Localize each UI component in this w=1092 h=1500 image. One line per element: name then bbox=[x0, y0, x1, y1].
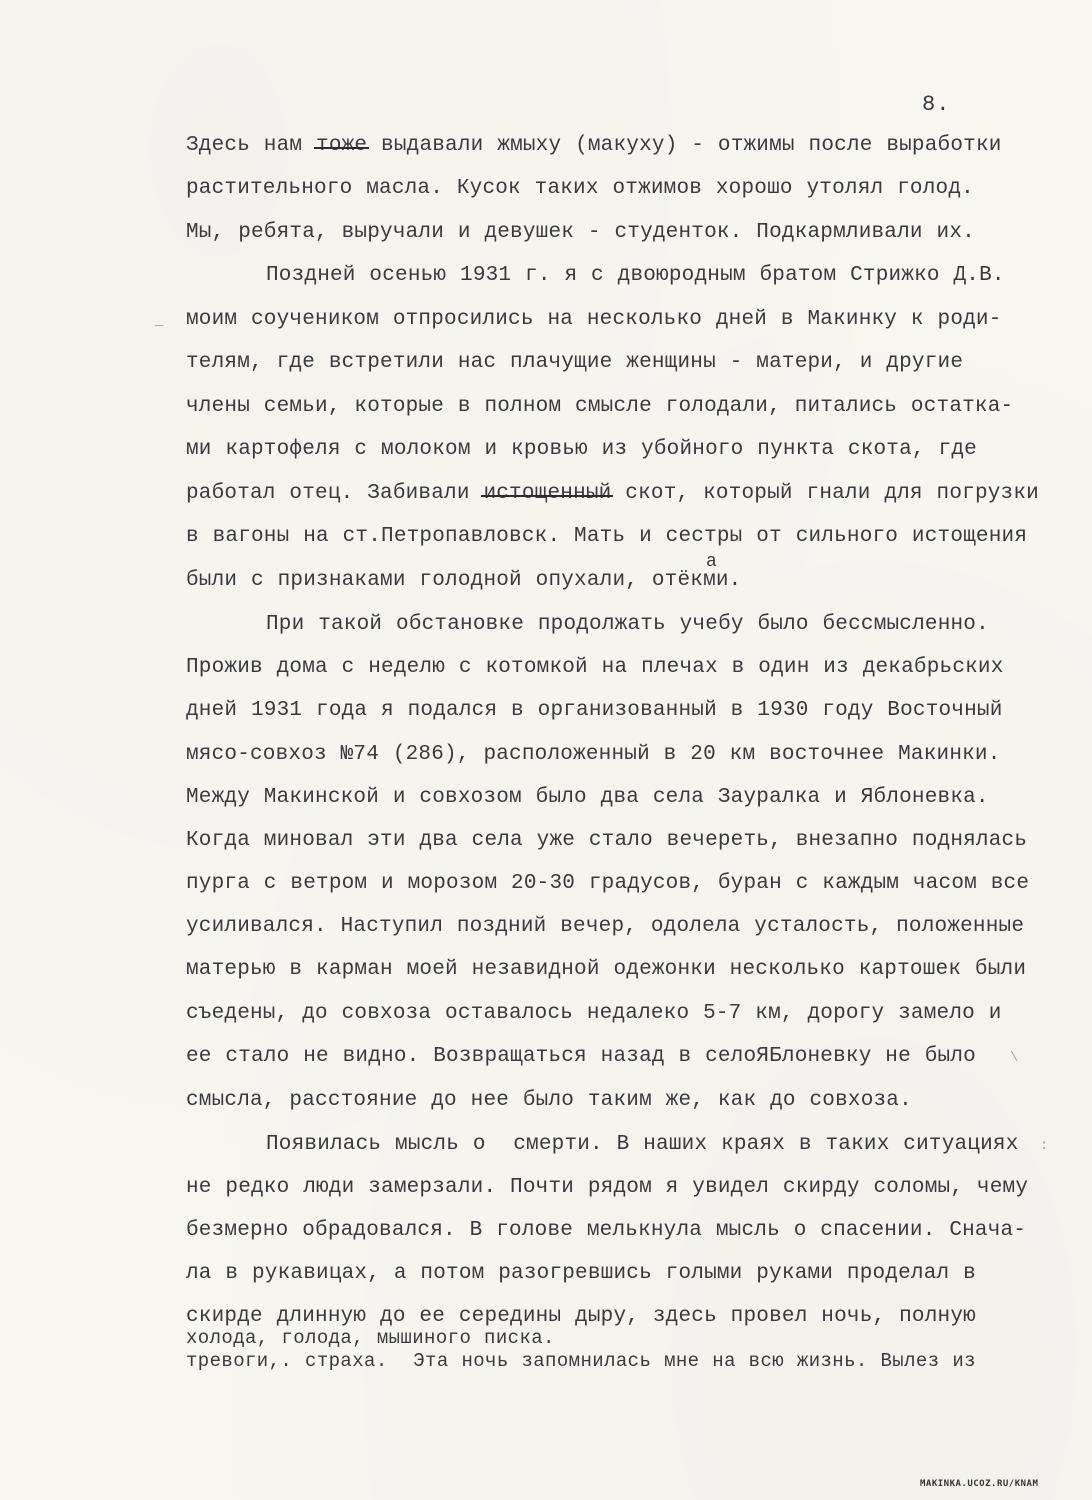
text-line-14: дней 1931 года я подался в организованный в 1930 году Восточный bbox=[186, 699, 1003, 722]
text-line-2: растительного масла. Кусок таких отжимов хорошо утолял голод. bbox=[186, 177, 974, 200]
text-line-25: не редко люди замерзали. Почти рядом я увидел скирду соломы, чему bbox=[186, 1176, 1029, 1199]
text-line-24: Появилась мысль о смерти. В наших краях в таких ситуациях bbox=[266, 1133, 1019, 1156]
text-line-12: При такой обстановке продолжать учебу было бессмысленно. bbox=[266, 613, 989, 636]
scan-mark: — bbox=[155, 318, 164, 334]
text-line-10: в вагоны на ст.Петропавловск. Мать и сестры от сильного истощения bbox=[186, 525, 1028, 548]
text-line-8: ми картофеля с молоком и кровью из убойного пункта скота, где bbox=[186, 438, 977, 461]
struck-word: тоже bbox=[316, 132, 367, 160]
text-line-27: ла в рукавицах, а потом разогревшись голыми руками проделал в bbox=[186, 1262, 976, 1285]
text-line-21: съедены, до совхоза оставалось недалеко 5-7 км, дорогу замело и bbox=[186, 1002, 1002, 1025]
text-line-11: были с признаками голодной опухали, отёкми. bbox=[186, 569, 742, 592]
text-line-1: Здесь нам тоже выдавали жмыху (макуху) - отжимы после выработки bbox=[186, 132, 1002, 160]
scan-mark: \ bbox=[1010, 1050, 1019, 1066]
text-line-13: Прожив дома с неделю с котомкой на плечах в один из декабрьских bbox=[186, 656, 1004, 679]
scan-mark: : bbox=[1040, 1138, 1049, 1154]
text-line-6: телям, где встретили нас плачущие женщины - матери, и другие bbox=[186, 351, 964, 374]
text-line-16: Между Макинской и совхозом было два села Зауралка и Яблоневка. bbox=[186, 786, 989, 809]
struck-word: истощенный bbox=[483, 480, 611, 508]
text-line-19: усиливался. Наступил поздний вечер, одолела усталость, положенные bbox=[186, 915, 1025, 938]
page-number: 8. bbox=[922, 92, 951, 117]
text-line-7: члены семьи, которые в полном смысле голодали, питались остатка- bbox=[186, 395, 1014, 418]
text-line-15: мясо-совхоз №74 (286), расположенный в 20 км восточнее Макинки. bbox=[186, 743, 1001, 766]
text-line-23: смысла, расстояние до нее было таким же, как до совхоза. bbox=[186, 1089, 912, 1112]
text-line-5: моим соучеником отпросились на несколько дней в Макинку к роди- bbox=[186, 308, 1002, 331]
text-line-4: Поздней осенью 1931 г. я с двоюродным братом Стрижко Д.В. bbox=[266, 264, 1005, 287]
text-line-17: Когда миновал эти два села уже стало вечереть, внезапно поднялась bbox=[186, 829, 1028, 852]
text-line-20: матерью в карман моей незавидной одежонки несколько картошек были bbox=[186, 958, 1027, 981]
text-line-last: тревоги,. страха. Эта ночь запомнилась мне на всю жизнь. Вылез из bbox=[186, 1350, 976, 1372]
watermark: MAKINKA.UCOZ.RU/KNAM bbox=[920, 1479, 1039, 1489]
text-line-22: ее стало не видно. Возвращаться назад в селоЯБлоневку не было bbox=[186, 1045, 976, 1068]
inserted-line: холода, голода, мышиного писка. bbox=[186, 1327, 555, 1349]
text-line-28: скирде длинную до ее середины дыру, здесь провел ночь, полную bbox=[186, 1305, 976, 1328]
text-line-18: пурга с ветром и морозом 20-30 градусов, буран с каждым часом все bbox=[186, 872, 1030, 895]
text-line-9: работал отец. Забивали истощенный скот, который гнали для погрузки bbox=[186, 480, 1039, 508]
handwritten-correction: а bbox=[706, 552, 717, 572]
text-line-26: безмерно обрадовался. В голове мелькнула мысль о спасении. Снача- bbox=[186, 1219, 1027, 1242]
text-line-3: Мы, ребята, выручали и девушек - студенток. Подкармливали их. bbox=[186, 221, 975, 244]
